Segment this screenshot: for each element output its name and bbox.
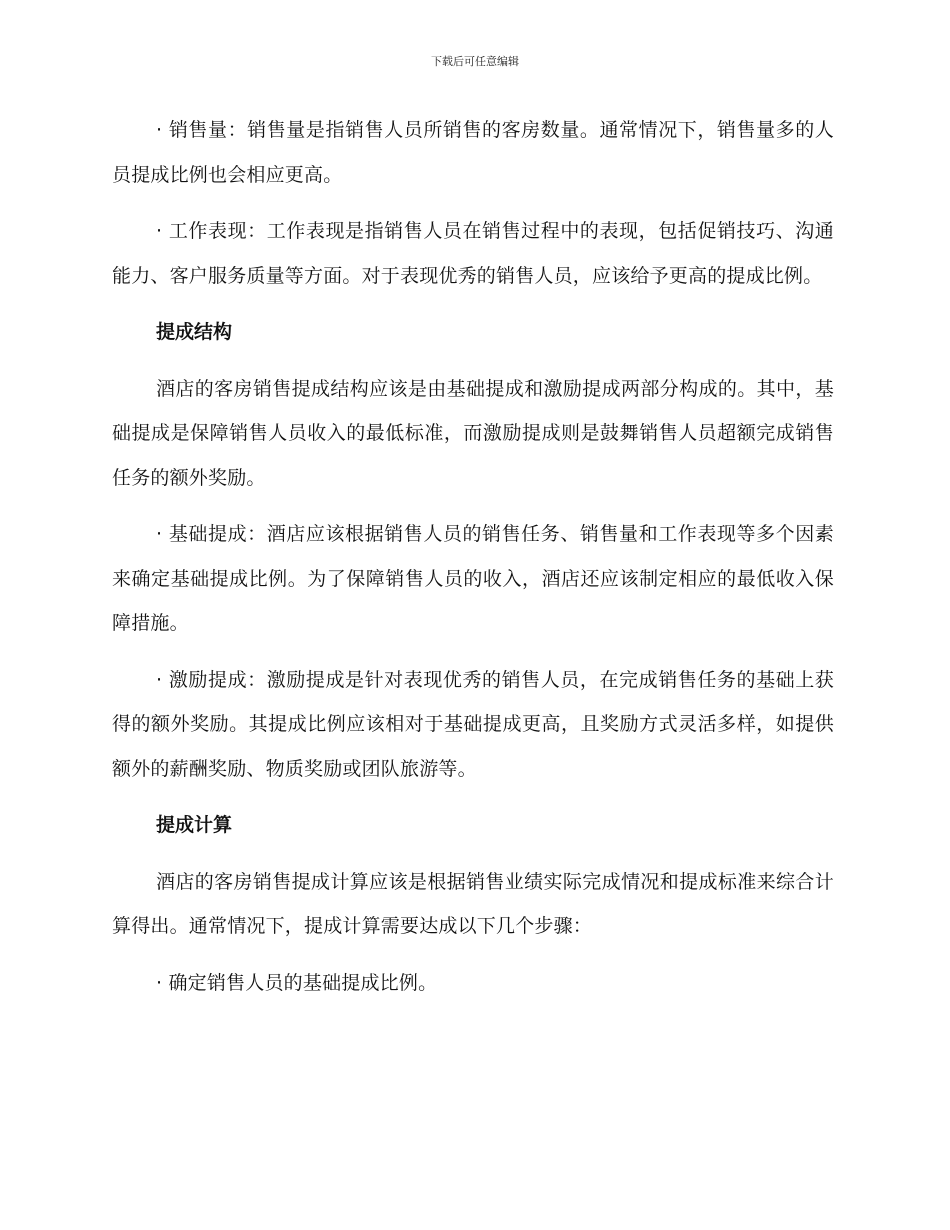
heading-commission-calculation: 提成计算	[156, 814, 233, 836]
paragraph-base-commission: · 基础提成：酒店应该根据销售人员的销售任务、销售量和工作表现等多个因素来确定基础提成比例。为了保障销售人员的收入，酒店还应该制定相应的最低收入保障措施。	[112, 523, 834, 634]
paragraph-sales-volume: · 销售量：销售量是指销售人员所销售的客房数量。通常情况下，销售量多的人员提成比例也会相应更高。	[112, 119, 834, 186]
header-note: 下载后可任意编辑	[431, 55, 519, 68]
paragraph-calculation-intro: 酒店的客房销售提成计算应该是根据销售业绩实际完成情况和提成标准来综合计算得出。通常情况下，提成计算需要达成以下几个步骤：	[112, 870, 834, 937]
heading-commission-structure: 提成结构	[156, 321, 233, 343]
paragraph-work-performance: · 工作表现：工作表现是指销售人员在销售过程中的表现，包括促销技巧、沟通能力、客户服务质量等方面。对于表现优秀的销售人员，应该给予更高的提成比例。	[112, 220, 834, 287]
paragraph-incentive-commission: · 激励提成：激励提成是针对表现优秀的销售人员，在完成销售任务的基础上获得的额外奖励。其提成比例应该相对于基础提成更高，且奖励方式灵活多样，如提供额外的薪酬奖励、物质奖励或团队旅游等。	[112, 668, 834, 780]
document-body	[112, 108, 834, 1017]
paragraph-structure-intro: 酒店的客房销售提成结构应该是由基础提成和激励提成两部分构成的。其中，基础提成是保障销售人员收入的最低标准，而激励提成则是鼓舞销售人员超额完成销售任务的额外奖励。	[112, 377, 834, 489]
paragraph-step-base-ratio: · 确定销售人员的基础提成比例。	[156, 971, 438, 994]
